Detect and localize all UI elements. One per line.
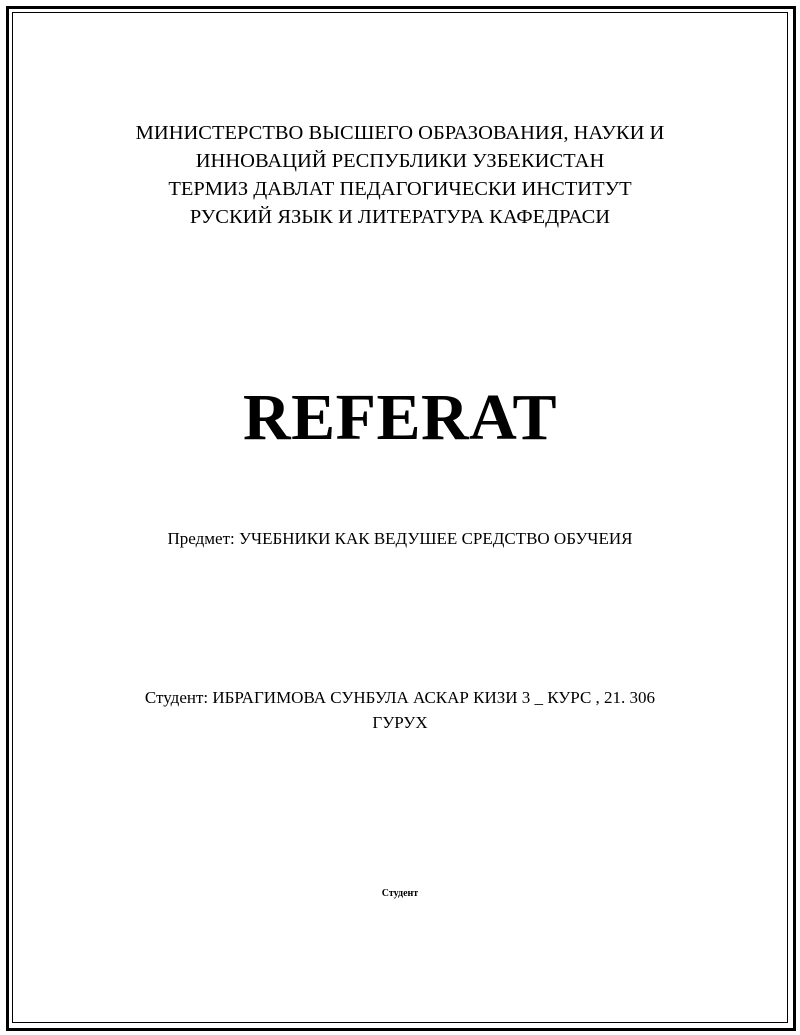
student-line-group: ГУРУХ <box>372 713 428 732</box>
student-line-name: Студент: ИБРАГИМОВА СУНБУЛА АСКАР КИЗИ 3 _ КУРС , 21. 306 <box>144 688 656 707</box>
student-info <box>0 685 800 735</box>
header-line-republic: ИННОВАЦИЙ РЕСПУБЛИКИ УЗБЕКИСТАН <box>195 150 605 172</box>
document-title: REFERAT <box>243 381 557 454</box>
institution-header <box>0 119 800 231</box>
header-line-ministry: МИНИСТЕРСТВО ВЫСШЕГО ОБРАЗОВАНИЯ, НАУКИ И <box>135 122 665 144</box>
header-line-department: РУСКИЙ ЯЗЫК И ЛИТЕРАТУРА КАФЕДРАСИ <box>189 206 611 228</box>
footer-student-label: Студент <box>381 888 419 899</box>
header-line-institute: ТЕРМИЗ ДАВЛАТ ПЕДАГОГИЧЕСКИ ИНСТИТУТ <box>168 178 632 200</box>
subject-line: Предмет: УЧЕБНИКИ КАК ВЕДУШЕЕ СРЕДСТВО ОБУЧЕИЯ <box>167 529 633 548</box>
